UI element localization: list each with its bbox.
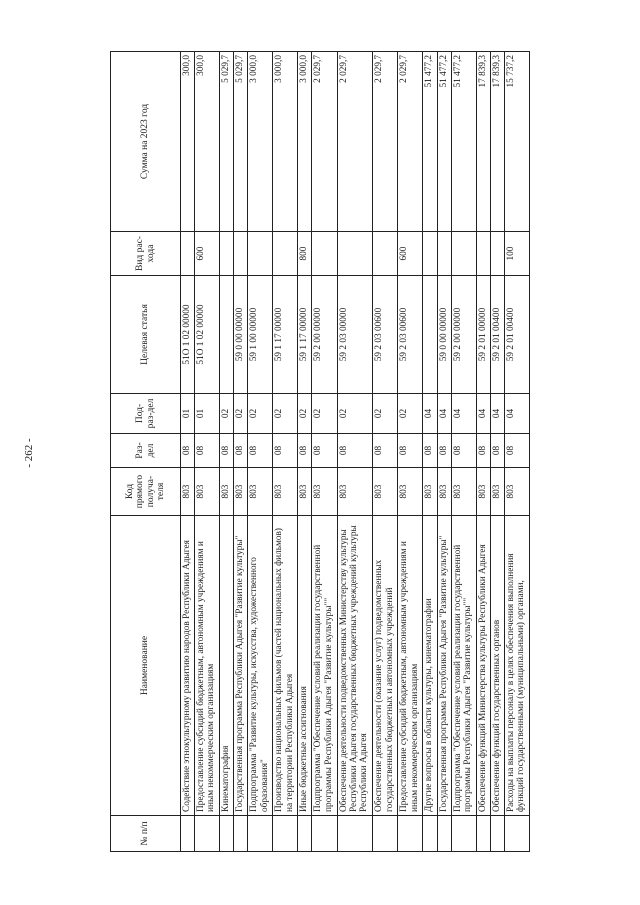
cell-section: 08 <box>273 434 298 468</box>
cell-target: 59 0 00 00000 <box>234 276 248 394</box>
cell-code: 803 <box>504 468 529 516</box>
cell-name: Обеспечение деятельности (оказание услуг) подведомственных государственных бюджетных и автономных учреждений <box>373 516 398 816</box>
table-row <box>181 52 195 852</box>
cell-idx <box>423 816 437 852</box>
cell-name: Подпрограмма "Обеспечение условий реализации государственной программы Республики Адыгея "Развитие культуры"" <box>451 516 476 816</box>
cell-amount: 5 029,7 <box>220 52 234 232</box>
cell-amount: 2 029,7 <box>398 52 423 232</box>
cell-code: 803 <box>476 468 490 516</box>
cell-expense-type <box>451 232 476 276</box>
table-row <box>504 52 529 852</box>
table-row <box>220 52 234 852</box>
header-amount: Сумма на 2023 год <box>111 52 181 232</box>
cell-expense-type <box>234 232 248 276</box>
table-row <box>273 52 298 852</box>
table-row <box>476 52 490 852</box>
cell-subsection: 04 <box>437 394 451 434</box>
cell-name: Государственная программа Республики Адыгея "Развитие культуры" <box>234 516 248 816</box>
cell-name: Содействие этнокультурному развитию народов Республики Адыгея <box>181 516 195 816</box>
cell-amount: 2 029,7 <box>337 52 373 232</box>
cell-subsection: 02 <box>234 394 248 434</box>
cell-code: 803 <box>273 468 298 516</box>
cell-subsection: 04 <box>490 394 504 434</box>
cell-amount: 5 029,7 <box>234 52 248 232</box>
cell-code: 803 <box>451 468 476 516</box>
cell-expense-type <box>437 232 451 276</box>
cell-section: 08 <box>451 434 476 468</box>
cell-target: 59 1 00 00000 <box>248 276 273 394</box>
cell-amount: 15 737,2 <box>504 52 529 232</box>
cell-section: 08 <box>234 434 248 468</box>
cell-amount: 300,0 <box>181 52 195 232</box>
cell-idx <box>195 816 220 852</box>
cell-idx <box>298 816 312 852</box>
cell-section: 08 <box>337 434 373 468</box>
cell-subsection: 02 <box>220 394 234 434</box>
cell-target: 59 2 00 00000 <box>312 276 337 394</box>
header-code: Код прямого получа-теля <box>111 468 181 516</box>
cell-amount: 17 839,3 <box>490 52 504 232</box>
cell-target: 59 0 00 00000 <box>437 276 451 394</box>
cell-amount: 51 477,2 <box>423 52 437 232</box>
cell-section: 08 <box>181 434 195 468</box>
cell-section: 08 <box>248 434 273 468</box>
cell-name: Другие вопросы в области культуры, кинематографии <box>423 516 437 816</box>
cell-subsection: 02 <box>398 394 423 434</box>
cell-idx <box>312 816 337 852</box>
cell-amount: 2 029,7 <box>373 52 398 232</box>
cell-expense-type <box>373 232 398 276</box>
header-target: Целевая статья <box>111 276 181 394</box>
page-number: - 262 - <box>23 438 35 468</box>
cell-target: 59 2 01 00000 <box>476 276 490 394</box>
table-row <box>437 52 451 852</box>
cell-section: 08 <box>423 434 437 468</box>
cell-expense-type: 600 <box>195 232 220 276</box>
cell-expense-type <box>248 232 273 276</box>
cell-section: 08 <box>398 434 423 468</box>
cell-section: 08 <box>373 434 398 468</box>
cell-section: 08 <box>220 434 234 468</box>
cell-name: Государственная программа Республики Адыгея "Развитие культуры" <box>437 516 451 816</box>
table-row <box>195 52 220 852</box>
cell-idx <box>504 816 529 852</box>
cell-expense-type <box>490 232 504 276</box>
cell-name: Кинематография <box>220 516 234 816</box>
cell-name: Обеспечение функций Министерства культуры Республики Адыгея <box>476 516 490 816</box>
cell-idx <box>451 816 476 852</box>
budget-table <box>110 51 530 852</box>
cell-name: Подпрограмма "Обеспечение условий реализации государственной программы Республики Адыгея "Развитие культуры"" <box>312 516 337 816</box>
cell-section: 08 <box>312 434 337 468</box>
cell-section: 08 <box>490 434 504 468</box>
cell-target: 51О 1 02 00000 <box>195 276 220 394</box>
cell-target: 51О 1 02 00000 <box>181 276 195 394</box>
cell-expense-type <box>337 232 373 276</box>
header-name: Наименование <box>111 516 181 816</box>
cell-subsection: 02 <box>248 394 273 434</box>
cell-amount: 51 477,2 <box>451 52 476 232</box>
cell-code: 803 <box>248 468 273 516</box>
cell-amount: 3 000,0 <box>298 52 312 232</box>
header-idx: № п/п <box>111 816 181 852</box>
cell-subsection: 02 <box>273 394 298 434</box>
cell-expense-type <box>273 232 298 276</box>
cell-idx <box>437 816 451 852</box>
table-body <box>181 52 530 852</box>
cell-name: Расходы на выплаты персоналу в целях обеспечения выполнения функций государственными (муниципальными) органами, <box>504 516 529 816</box>
cell-name: Обеспечение деятельности подведомственных Министерству культуры Республики Адыгея государственных бюджетных учреждений культуры Республики Адыгея <box>337 516 373 816</box>
cell-expense-type <box>312 232 337 276</box>
rotated-page <box>110 52 530 852</box>
cell-target: 59 2 03 00600 <box>398 276 423 394</box>
cell-name: Иные бюджетные ассигнования <box>298 516 312 816</box>
cell-section: 08 <box>298 434 312 468</box>
cell-idx <box>273 816 298 852</box>
cell-expense-type <box>220 232 234 276</box>
cell-idx <box>248 816 273 852</box>
cell-target: 59 2 00 00000 <box>451 276 476 394</box>
cell-target: 59 1 17 00000 <box>298 276 312 394</box>
cell-expense-type <box>476 232 490 276</box>
table-row <box>298 52 312 852</box>
cell-target: 59 1 17 00000 <box>273 276 298 394</box>
table-header-row <box>111 52 181 852</box>
table-row <box>312 52 337 852</box>
cell-code: 803 <box>220 468 234 516</box>
cell-subsection: 04 <box>423 394 437 434</box>
cell-idx <box>490 816 504 852</box>
cell-idx <box>476 816 490 852</box>
cell-subsection: 02 <box>373 394 398 434</box>
cell-code: 803 <box>490 468 504 516</box>
cell-code: 803 <box>437 468 451 516</box>
cell-target <box>423 276 437 394</box>
cell-amount: 300,0 <box>195 52 220 232</box>
cell-amount: 3 000,0 <box>248 52 273 232</box>
cell-subsection: 04 <box>476 394 490 434</box>
cell-section: 08 <box>195 434 220 468</box>
cell-expense-type: 100 <box>504 232 529 276</box>
table-row <box>248 52 273 852</box>
cell-amount: 3 000,0 <box>273 52 298 232</box>
cell-expense-type: 600 <box>398 232 423 276</box>
cell-idx <box>234 816 248 852</box>
header-subsection: Под-раз-дел <box>111 394 181 434</box>
cell-expense-type <box>181 232 195 276</box>
cell-subsection: 04 <box>451 394 476 434</box>
cell-subsection: 01 <box>181 394 195 434</box>
cell-idx <box>337 816 373 852</box>
cell-subsection: 02 <box>298 394 312 434</box>
cell-code: 803 <box>398 468 423 516</box>
header-section: Раз-дел <box>111 434 181 468</box>
table-row <box>234 52 248 852</box>
cell-section: 08 <box>504 434 529 468</box>
cell-target: 59 2 03 00000 <box>337 276 373 394</box>
cell-expense-type <box>423 232 437 276</box>
cell-idx <box>373 816 398 852</box>
cell-idx <box>398 816 423 852</box>
cell-expense-type: 800 <box>298 232 312 276</box>
table-row <box>373 52 398 852</box>
cell-target: 59 2 03 00600 <box>373 276 398 394</box>
cell-amount: 51 477,2 <box>437 52 451 232</box>
cell-name: Обеспечение функций государственных органов <box>490 516 504 816</box>
cell-target <box>220 276 234 394</box>
cell-code: 803 <box>312 468 337 516</box>
cell-subsection: 02 <box>312 394 337 434</box>
cell-code: 803 <box>373 468 398 516</box>
header-expense-type: Вид рас-хода <box>111 232 181 276</box>
cell-target: 59 2 01 00400 <box>504 276 529 394</box>
table-row <box>398 52 423 852</box>
cell-subsection: 01 <box>195 394 220 434</box>
cell-name: Подпрограмма "Развитие культуры, искусства, художественного образования" <box>248 516 273 816</box>
cell-code: 803 <box>423 468 437 516</box>
cell-target: 59 2 01 00400 <box>490 276 504 394</box>
cell-name: Предоставление субсидий бюджетным, автономным учреждениям и иным некоммерческим организациям <box>398 516 423 816</box>
cell-name: Предоставление субсидий бюджетным, автономным учреждениям и иным некоммерческим организациям <box>195 516 220 816</box>
cell-idx <box>181 816 195 852</box>
cell-section: 08 <box>476 434 490 468</box>
cell-code: 803 <box>234 468 248 516</box>
cell-amount: 17 839,3 <box>476 52 490 232</box>
cell-code: 803 <box>298 468 312 516</box>
cell-name: Производство национальных фильмов (частей национальных фильмов) на территории Республики Адыгея <box>273 516 298 816</box>
cell-code: 803 <box>181 468 195 516</box>
table-row <box>490 52 504 852</box>
table-row <box>337 52 373 852</box>
cell-amount: 2 029,7 <box>312 52 337 232</box>
cell-idx <box>220 816 234 852</box>
cell-code: 803 <box>337 468 373 516</box>
cell-section: 08 <box>437 434 451 468</box>
cell-code: 803 <box>195 468 220 516</box>
table-row <box>451 52 476 852</box>
table-row <box>423 52 437 852</box>
cell-subsection: 04 <box>504 394 529 434</box>
cell-subsection: 02 <box>337 394 373 434</box>
